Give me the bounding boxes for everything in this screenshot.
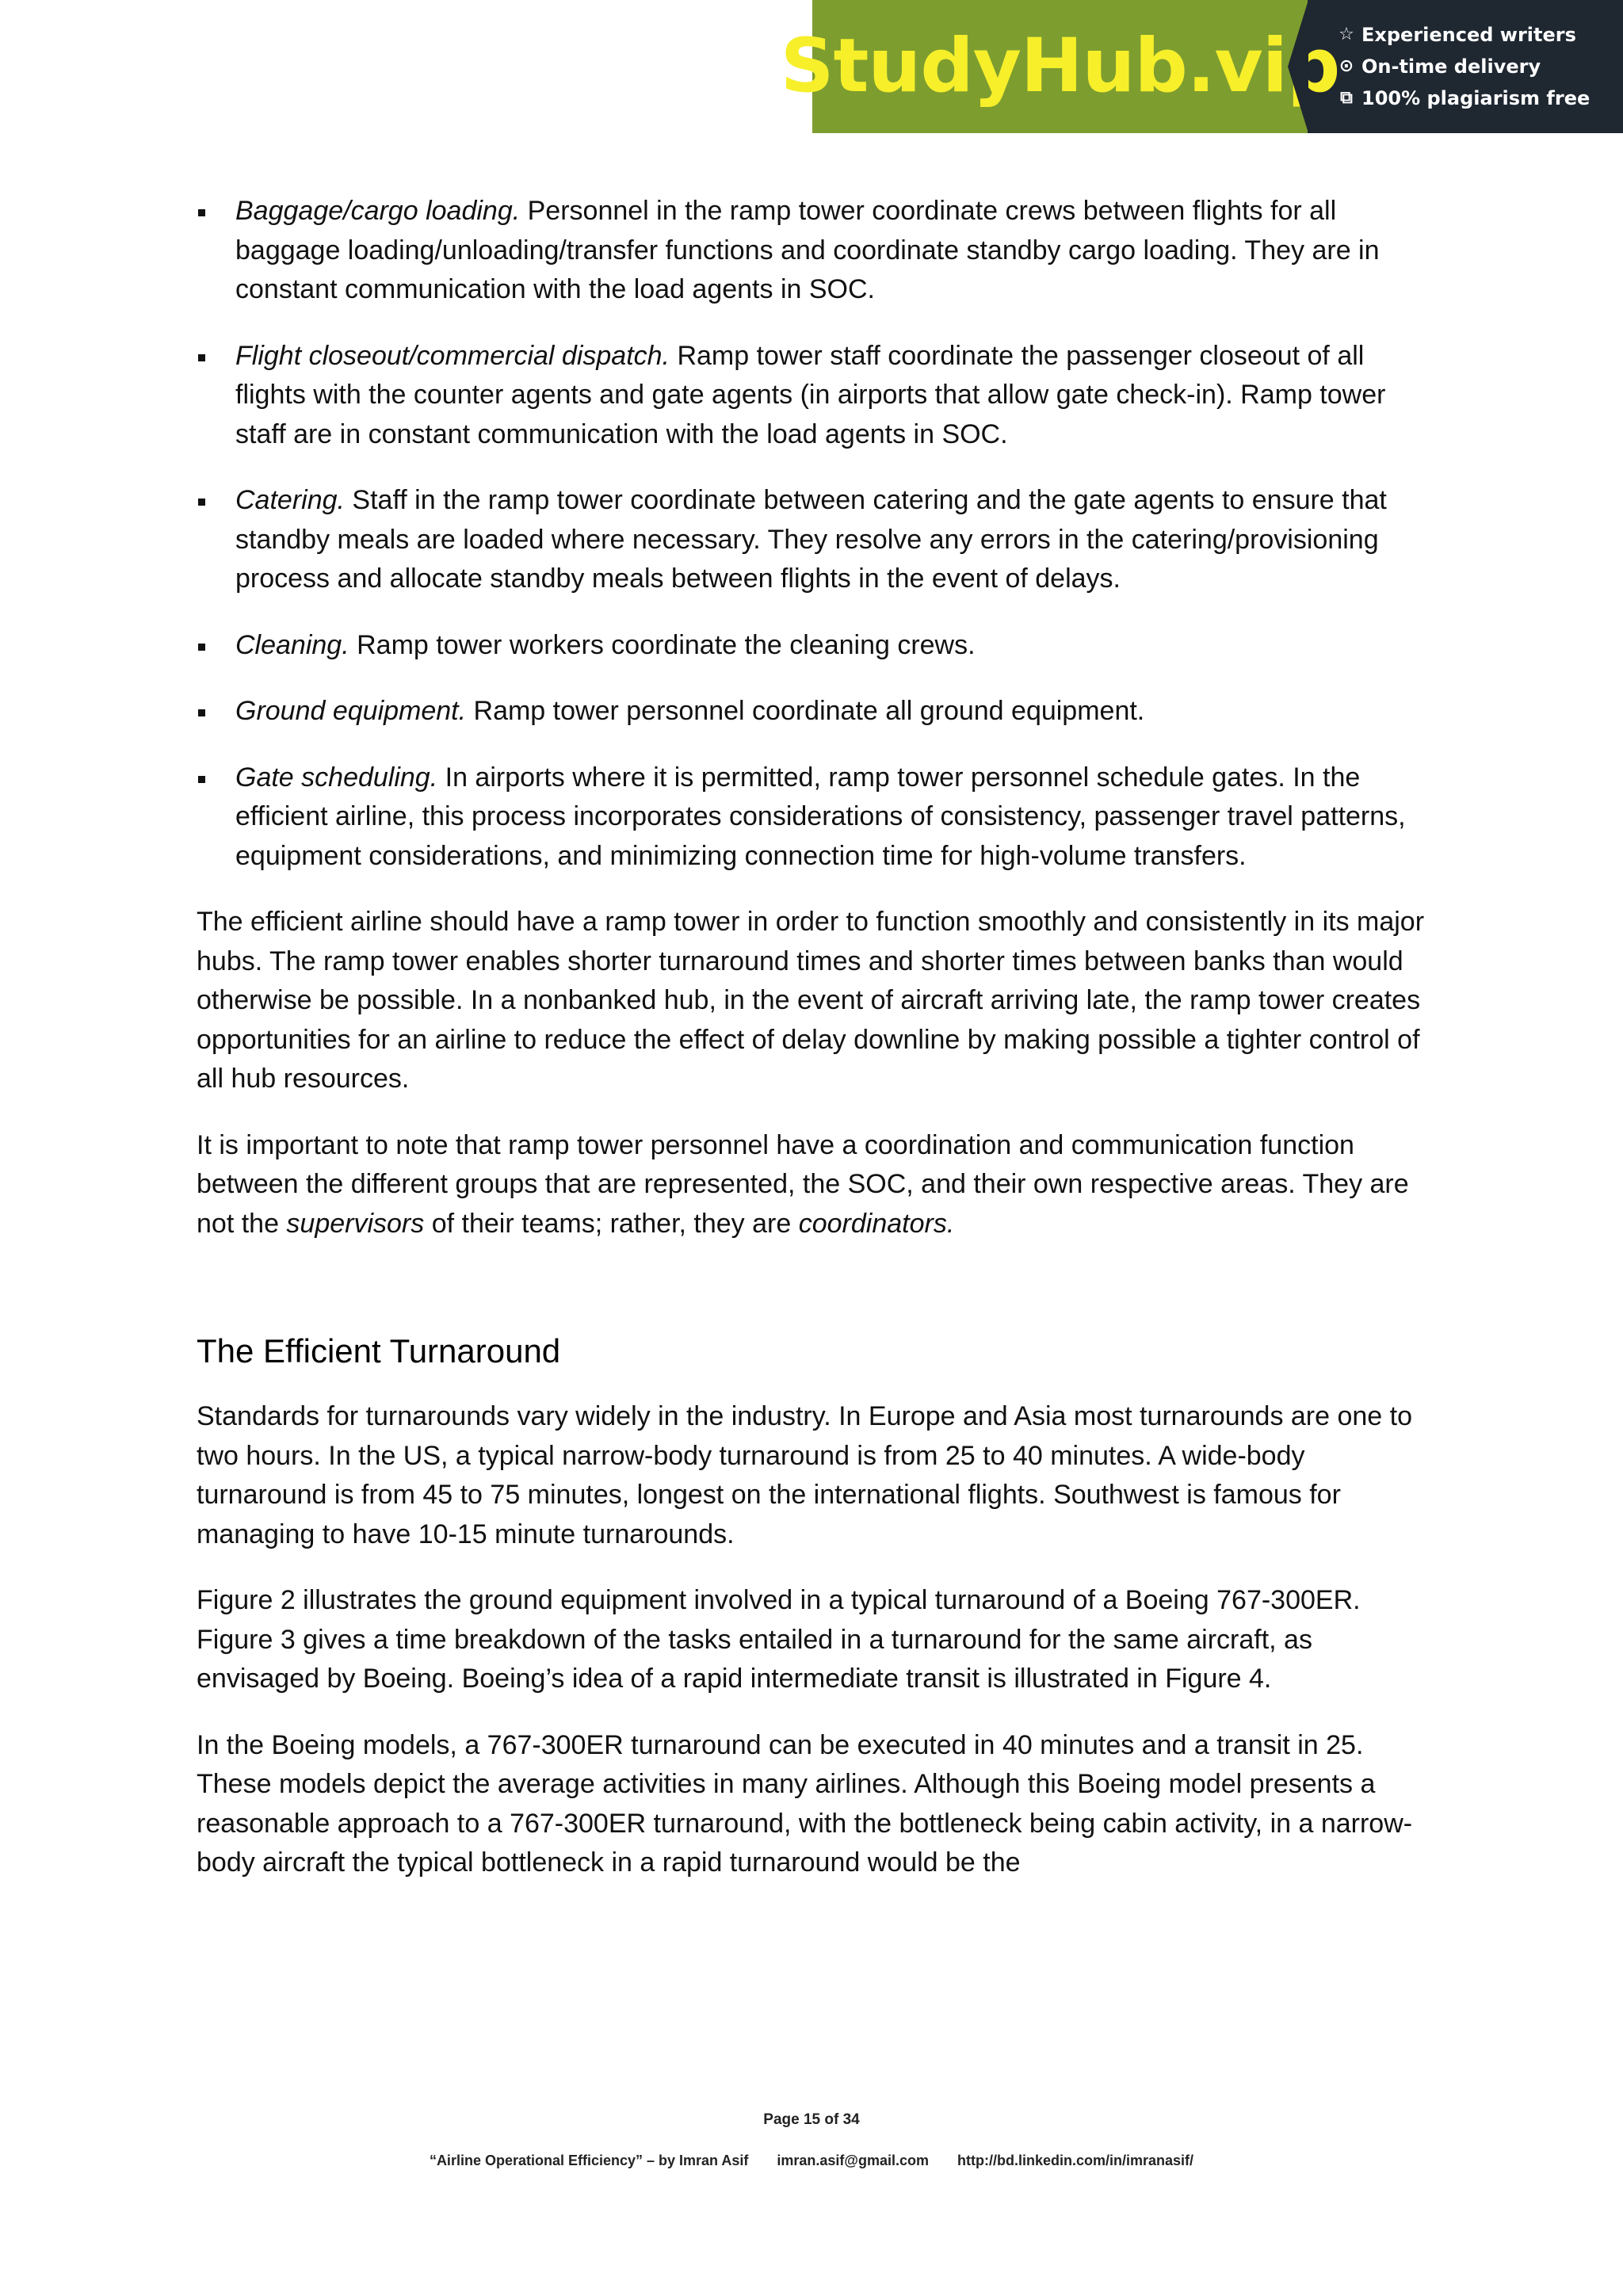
star-icon: ☆ — [1338, 25, 1354, 44]
footer-info — [0, 2153, 1623, 2169]
bullet-term: Baggage/cargo loading. — [235, 196, 521, 226]
note-emphasis-coordinators: coordinators. — [798, 1208, 955, 1239]
bullet-marker — [198, 709, 205, 716]
paragraph-boeing-models: In the Boeing models, a 767-300ER turnaround can be executed in 40 minutes and a transit in 25. These models depict the average activities in many airlines. Although this Boeing model presents a reasonable approach to a 767-300ER turnaround, with the bottleneck being cabin activity, in a narrow-body aircraft the typical bottleneck in a rapid turnaround would be the — [197, 1729, 1413, 1878]
bullet-term: Gate scheduling. — [235, 762, 438, 793]
feature-label: 100% plagiarism free — [1361, 87, 1591, 109]
brand-logo[interactable] — [780, 0, 1340, 133]
list-item — [197, 481, 1433, 599]
bullet-text: Ramp tower staff coordinate the passenger closeout of all flights with the counter agents and gate agents (in airports that allow gate check-in). Ramp tower staff are in constant communication with the load agents in SOC. — [235, 340, 1386, 449]
banner-features — [1308, 0, 1623, 133]
bullet-term: Flight closeout/commercial dispatch. — [235, 340, 670, 371]
bullet-text: Ramp tower workers coordinate the cleaning crews. — [349, 629, 976, 660]
bullet-marker — [198, 354, 205, 361]
feature-experienced-writers — [1336, 21, 1623, 48]
feature-plagiarism-free — [1336, 85, 1623, 112]
feature-on-time-delivery — [1336, 53, 1623, 80]
bullet-marker — [198, 499, 205, 506]
list-item — [197, 626, 1433, 666]
footer-email[interactable]: imran.asif@gmail.com — [777, 2153, 930, 2168]
list-item — [197, 337, 1433, 455]
list-item — [197, 192, 1433, 310]
bullet-term: Cleaning. — [235, 629, 349, 660]
bullet-term: Catering. — [235, 485, 345, 515]
bullet-list — [197, 192, 1433, 876]
paragraph-ramp-tower: The efficient airline should have a ramp tower in order to function smoothly and consistently in its major hubs. The ramp tower enables shorter turnaround times and shorter times between banks than would otherwise be possible. In a nonbanked hub, in the event of aircraft arriving late, the ramp tower creates opportunities for an airline to reduce the effect of delay downline by making possible a tighter control of all hub resources. — [197, 907, 1425, 1094]
bullet-text: Staff in the ramp tower coordinate between catering and the gate agents to ensure that standby meals are loaded where necessary. They resolve any errors in the catering/provisioning process and allocate standby meals between flights in the event of delays. — [235, 485, 1387, 594]
brand-logo-text: StudyHub.vip — [780, 23, 1340, 109]
banner-notch — [1288, 0, 1308, 133]
list-item — [197, 758, 1433, 877]
section-heading: The Efficient Turnaround — [197, 1332, 561, 1370]
bullet-marker — [198, 209, 205, 216]
paragraph-ramp-tower-note — [197, 1126, 1433, 1244]
bullet-marker — [198, 776, 205, 783]
bullet-term: Ground equipment. — [235, 696, 467, 726]
feature-label: Experienced writers — [1361, 24, 1576, 46]
footer-title: “Airline Operational Efficiency” – by Imran Asif — [429, 2153, 749, 2168]
page-number: Page 15 of 34 — [763, 2111, 860, 2128]
bullet-text: In airports where it is permitted, ramp tower personnel schedule gates. In the efficient airline, this process incorporates considerations of consistency, passenger travel patterns, equipment considerations, and minimizing connection time for high-volume transfers. — [235, 762, 1406, 871]
bullet-text: Ramp tower personnel coordinate all ground equipment. — [466, 696, 1145, 726]
bullet-marker — [198, 644, 205, 651]
feature-label: On-time delivery — [1361, 55, 1541, 78]
paragraph-turnaround-standards: Standards for turnarounds vary widely in the industry. In Europe and Asia most turnarounds are one to two hours. In the US, a typical narrow-body turnaround is from 25 to 40 minutes. A wide-body turnaround is from 45 to 75 minutes, longest on the international flights. Southwest is famous for managing to have 10-15 minute turnarounds. — [197, 1401, 1413, 1549]
bullet-text: Personnel in the ramp tower coordinate crews between flights for all baggage loading/unloading/transfer functions and coordinate standby cargo loading. They are in constant communication with the load agents in SOC. — [235, 196, 1380, 304]
note-emphasis-supervisors: supervisors — [286, 1208, 425, 1239]
copy-icon: ⧉ — [1340, 88, 1353, 108]
footer-url[interactable]: http://bd.linkedin.com/in/imranasif/ — [957, 2153, 1194, 2168]
note-text-2: of their teams; rather, they are — [424, 1208, 799, 1239]
paragraph-figures: Figure 2 illustrates the ground equipment involved in a typical turnaround of a Boeing 767-300ER. Figure 3 gives a time breakdown of the tasks entailed in a turnaround for the same aircraft, as envisaged by Boeing. Boeing’s idea of a rapid intermediate transit is illustrated in Figure 4. — [197, 1585, 1361, 1694]
note-text-1: It is important to note that ramp tower personnel have a coordination and communication function between the different groups that are represented, the SOC, and their own respective areas. They are not the — [197, 1129, 1409, 1239]
list-item — [197, 692, 1433, 732]
clock-icon: ⊙ — [1338, 56, 1354, 76]
document-body — [197, 192, 1433, 1910]
ad-banner[interactable] — [780, 0, 1623, 133]
